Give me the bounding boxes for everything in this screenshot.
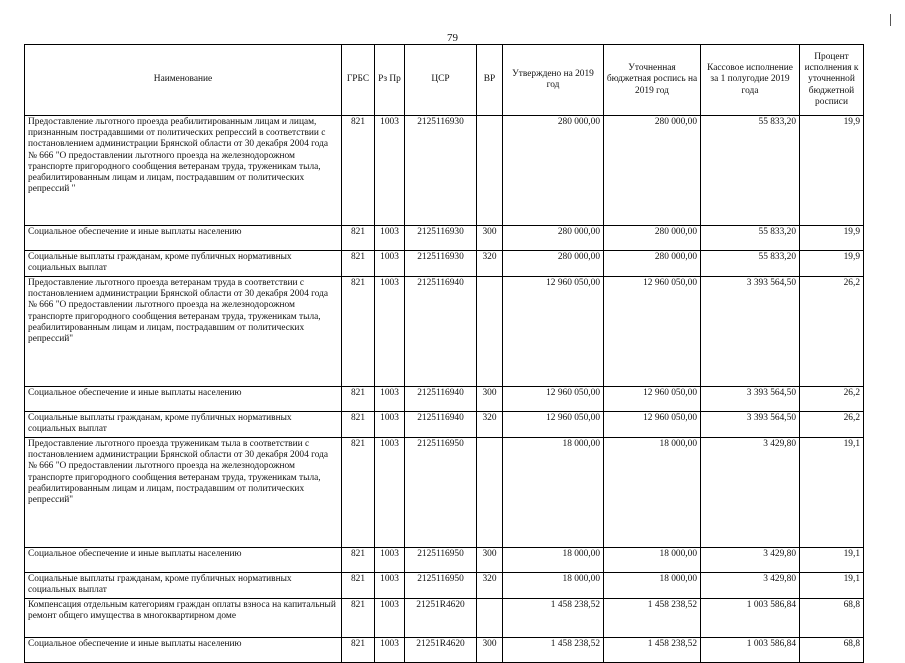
cell-rzpr: 1003 <box>375 251 405 277</box>
cell-name: Социальное обеспечение и иные выплаты населению <box>25 387 342 412</box>
table-row <box>25 251 864 277</box>
header-vr: ВР <box>477 45 503 116</box>
header-csr: ЦСР <box>405 45 477 116</box>
table-row <box>25 438 864 548</box>
cell-vr: 300 <box>477 387 503 412</box>
cell-csr: 2125116950 <box>405 548 477 573</box>
table-row <box>25 387 864 412</box>
cell-refined: 18 000,00 <box>604 548 701 573</box>
cell-approved: 12 960 050,00 <box>503 277 604 387</box>
cell-refined: 280 000,00 <box>604 116 701 226</box>
cell-percent: 26,2 <box>800 387 864 412</box>
cell-vr <box>477 277 503 387</box>
cell-cash: 55 833,20 <box>701 226 800 251</box>
cell-rzpr: 1003 <box>375 116 405 226</box>
cell-approved: 1 458 238,52 <box>503 638 604 663</box>
cell-approved: 1 458 238,52 <box>503 599 604 638</box>
cell-csr: 2125116940 <box>405 277 477 387</box>
cell-csr: 21251R4620 <box>405 599 477 638</box>
cell-name: Социальные выплаты гражданам, кроме публичных нормативных социальных выплат <box>25 412 342 438</box>
cell-cash: 3 429,80 <box>701 438 800 548</box>
cell-refined: 12 960 050,00 <box>604 412 701 438</box>
cell-refined: 1 458 238,52 <box>604 638 701 663</box>
cell-vr: 300 <box>477 226 503 251</box>
cell-csr: 2125116930 <box>405 116 477 226</box>
cell-grbs: 821 <box>342 638 375 663</box>
cell-rzpr: 1003 <box>375 438 405 548</box>
cell-approved: 280 000,00 <box>503 226 604 251</box>
cell-percent: 26,2 <box>800 412 864 438</box>
cell-vr <box>477 599 503 638</box>
cell-refined: 280 000,00 <box>604 251 701 277</box>
header-name: Наименование <box>25 45 342 116</box>
header-percent: Процент исполнения к уточненной бюджетной росписи <box>800 45 864 116</box>
cell-percent: 19,9 <box>800 116 864 226</box>
cell-name: Социальное обеспечение и иные выплаты населению <box>25 638 342 663</box>
cell-name: Социальные выплаты гражданам, кроме публичных нормативных социальных выплат <box>25 573 342 599</box>
page-number: 79 <box>447 32 458 44</box>
cell-refined: 18 000,00 <box>604 573 701 599</box>
cell-grbs: 821 <box>342 573 375 599</box>
cell-grbs: 821 <box>342 226 375 251</box>
cell-approved: 280 000,00 <box>503 251 604 277</box>
cell-grbs: 821 <box>342 251 375 277</box>
cell-refined: 280 000,00 <box>604 226 701 251</box>
cell-grbs: 821 <box>342 548 375 573</box>
cell-vr: 300 <box>477 548 503 573</box>
table-header-row <box>25 45 864 116</box>
cell-vr: 320 <box>477 412 503 438</box>
cell-rzpr: 1003 <box>375 599 405 638</box>
table-row <box>25 116 864 226</box>
cell-cash: 3 429,80 <box>701 573 800 599</box>
cell-cash: 3 393 564,50 <box>701 277 800 387</box>
cell-vr: 300 <box>477 638 503 663</box>
cell-cash: 3 429,80 <box>701 548 800 573</box>
cell-rzpr: 1003 <box>375 277 405 387</box>
cell-name: Социальное обеспечение и иные выплаты населению <box>25 226 342 251</box>
table-row <box>25 573 864 599</box>
cell-cash: 55 833,20 <box>701 251 800 277</box>
cell-percent: 19,1 <box>800 573 864 599</box>
cell-vr <box>477 438 503 548</box>
cell-cash: 3 393 564,50 <box>701 387 800 412</box>
table-row <box>25 277 864 387</box>
cell-percent: 26,2 <box>800 277 864 387</box>
table-row <box>25 548 864 573</box>
cell-csr: 2125116950 <box>405 438 477 548</box>
cell-rzpr: 1003 <box>375 412 405 438</box>
cell-rzpr: 1003 <box>375 387 405 412</box>
cell-percent: 19,9 <box>800 226 864 251</box>
cell-name: Компенсация отдельным категориям граждан оплаты взноса на капитальный ремонт общего имущества в многоквартирном доме <box>25 599 342 638</box>
header-refined: Уточненная бюджетная роспись на 2019 год <box>604 45 701 116</box>
table-row <box>25 412 864 438</box>
cell-cash: 1 003 586,84 <box>701 599 800 638</box>
cell-rzpr: 1003 <box>375 638 405 663</box>
cell-grbs: 821 <box>342 599 375 638</box>
cell-cash: 1 003 586,84 <box>701 638 800 663</box>
cell-approved: 18 000,00 <box>503 438 604 548</box>
cell-approved: 12 960 050,00 <box>503 412 604 438</box>
cell-rzpr: 1003 <box>375 226 405 251</box>
cell-vr <box>477 116 503 226</box>
table-row <box>25 638 864 663</box>
header-cash: Кассовое исполнение за 1 полугодие 2019 года <box>701 45 800 116</box>
cell-rzpr: 1003 <box>375 548 405 573</box>
cell-percent: 19,9 <box>800 251 864 277</box>
cell-grbs: 821 <box>342 438 375 548</box>
cell-name: Предоставление льготного проезда реабилитированным лицам и лицам, признанным пострадавшими от политических репрессий в соответствии с постановлением администрации Брянской области от 30 декабря 2004 года № 666 "О предоставлении льготного проезда на железнодорожном транспорте пригородного сообщения ветеранам труда, труженикам тыла, реабилитированным лицам и лицам, пострадавшим от политических репрессий " <box>25 116 342 226</box>
header-rzpr: Рз Пр <box>375 45 405 116</box>
cell-approved: 18 000,00 <box>503 548 604 573</box>
cell-percent: 19,1 <box>800 548 864 573</box>
table-row <box>25 226 864 251</box>
cell-name: Предоставление льготного проезда труженикам тыла в соответствии с постановлением администрации Брянской области от 30 декабря 2004 года № 666 "О предоставлении льготного проезда на железнодорожном транспорте пригородного сообщения ветеранам труда, труженикам тыла, реабилитированным лицам и лицам, пострадавшим от политических репрессий" <box>25 438 342 548</box>
cell-csr: 2125116940 <box>405 412 477 438</box>
table-row <box>25 599 864 638</box>
cell-refined: 12 960 050,00 <box>604 387 701 412</box>
cell-approved: 18 000,00 <box>503 573 604 599</box>
cell-rzpr: 1003 <box>375 573 405 599</box>
header-approved: Утверждено на 2019 год <box>503 45 604 116</box>
cell-name: Предоставление льготного проезда ветеранам труда в соответствии с постановлением администрации Брянской области от 30 декабря 2004 года № 666 "О предоставлении льготного проезда на железнодорожном транспорте пригородного сообщения ветеранам труда, труженикам тыла, реабилитированным лицам и лицам, пострадавшим от политических репрессий" <box>25 277 342 387</box>
cell-csr: 21251R4620 <box>405 638 477 663</box>
cell-grbs: 821 <box>342 412 375 438</box>
cell-csr: 2125116930 <box>405 251 477 277</box>
cell-approved: 12 960 050,00 <box>503 387 604 412</box>
cell-refined: 12 960 050,00 <box>604 277 701 387</box>
cell-percent: 68,8 <box>800 599 864 638</box>
cell-name: Социальное обеспечение и иные выплаты населению <box>25 548 342 573</box>
cell-csr: 2125116950 <box>405 573 477 599</box>
cell-approved: 280 000,00 <box>503 116 604 226</box>
cell-cash: 55 833,20 <box>701 116 800 226</box>
cell-csr: 2125116930 <box>405 226 477 251</box>
cell-name: Социальные выплаты гражданам, кроме публичных нормативных социальных выплат <box>25 251 342 277</box>
cell-percent: 19,1 <box>800 438 864 548</box>
cell-cash: 3 393 564,50 <box>701 412 800 438</box>
header-grbs: ГРБС <box>342 45 375 116</box>
cell-grbs: 821 <box>342 277 375 387</box>
cell-percent: 68,8 <box>800 638 864 663</box>
cell-vr: 320 <box>477 573 503 599</box>
scan-edge-mark <box>890 14 891 26</box>
cell-vr: 320 <box>477 251 503 277</box>
cell-grbs: 821 <box>342 387 375 412</box>
budget-table <box>24 44 864 663</box>
cell-csr: 2125116940 <box>405 387 477 412</box>
cell-refined: 18 000,00 <box>604 438 701 548</box>
cell-refined: 1 458 238,52 <box>604 599 701 638</box>
cell-grbs: 821 <box>342 116 375 226</box>
